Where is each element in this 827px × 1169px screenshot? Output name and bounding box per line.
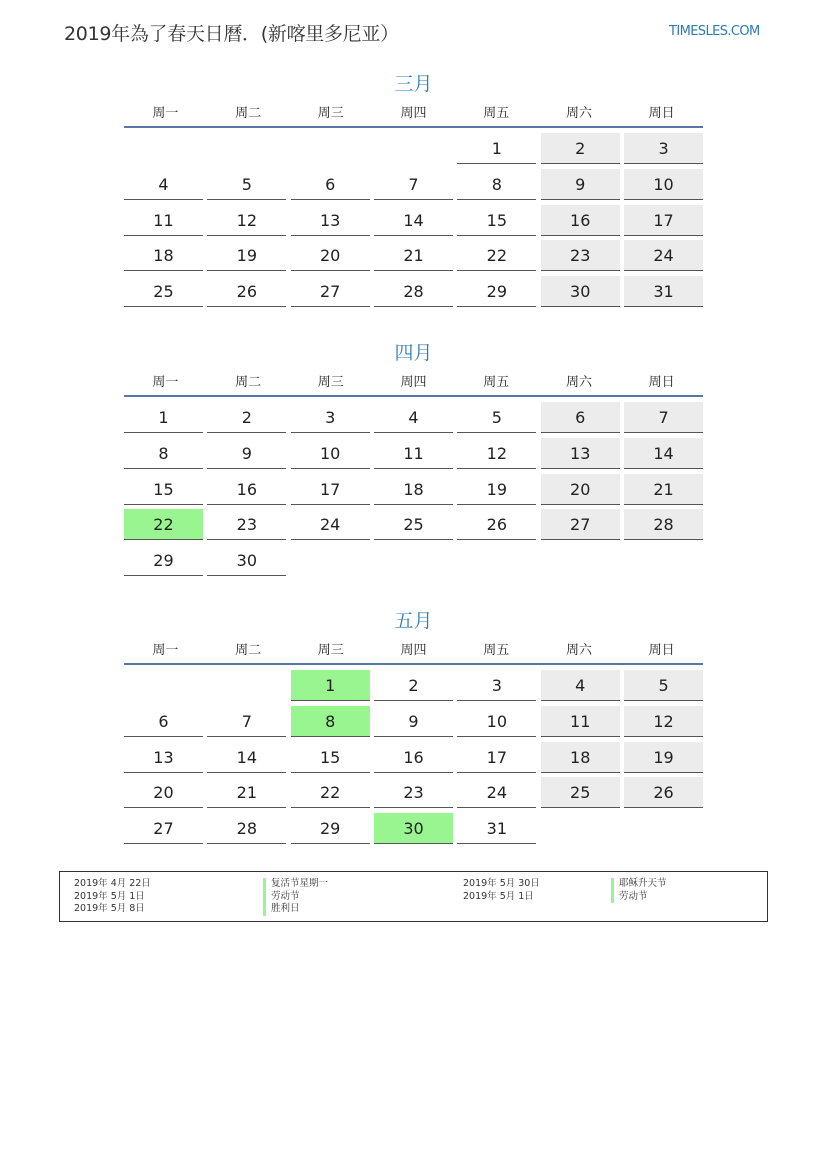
weekday-label: 周五 [483, 375, 510, 390]
day-cell[interactable]: 12 [457, 438, 536, 469]
week-row [124, 240, 703, 276]
day-cell[interactable]: 31 [457, 813, 536, 844]
weekday-label: 周四 [400, 106, 427, 121]
day-cell[interactable]: 13 [541, 438, 620, 469]
day-cell[interactable]: 29 [457, 276, 536, 307]
day-cell[interactable]: 27 [291, 276, 370, 307]
day-cell[interactable]: 1 [124, 402, 203, 433]
weekday-label: 周二 [235, 375, 262, 390]
empty-day-cell [124, 133, 203, 163]
holiday-day-cell[interactable]: 30 [374, 813, 453, 844]
weekday-label: 周五 [483, 106, 510, 121]
week-row [124, 545, 703, 581]
day-cell[interactable]: 22 [291, 777, 370, 808]
day-cell[interactable]: 24 [291, 509, 370, 540]
month-title: 三月 [394, 73, 433, 95]
day-cell[interactable]: 13 [124, 742, 203, 773]
weekday-label: 周三 [317, 643, 344, 658]
weekday-label: 周六 [565, 106, 592, 121]
legend-date: 2019年 5月 8日 [74, 903, 145, 915]
legend-names-col-2 [611, 878, 667, 903]
day-cell[interactable]: 23 [374, 777, 453, 808]
day-cell[interactable]: 1 [457, 133, 536, 164]
weekday-label: 周六 [565, 643, 592, 658]
empty-day-cell [374, 133, 453, 163]
weekday-label: 周二 [235, 643, 262, 658]
day-cell[interactable]: 9 [207, 438, 286, 469]
day-cell[interactable]: 5 [207, 169, 286, 200]
month-title: 五月 [394, 610, 433, 632]
day-cell[interactable]: 3 [291, 402, 370, 433]
day-cell[interactable]: 26 [207, 276, 286, 307]
day-cell[interactable]: 12 [624, 706, 703, 737]
week-row [124, 777, 703, 813]
day-cell[interactable]: 14 [374, 205, 453, 236]
day-cell[interactable]: 24 [457, 777, 536, 808]
day-cell[interactable]: 21 [624, 474, 703, 505]
weekday-label: 周三 [317, 375, 344, 390]
day-cell[interactable]: 14 [207, 742, 286, 773]
day-cell[interactable]: 18 [124, 240, 203, 271]
day-cell[interactable]: 11 [124, 205, 203, 236]
day-cell[interactable]: 3 [624, 133, 703, 164]
day-cell[interactable]: 30 [541, 276, 620, 307]
weekday-label: 周日 [648, 375, 675, 390]
day-cell[interactable]: 20 [541, 474, 620, 505]
legend-holiday-name: 劳动节 [263, 891, 328, 904]
week-row [124, 742, 703, 778]
day-cell[interactable]: 29 [291, 813, 370, 844]
empty-day-cell [291, 133, 370, 163]
holiday-day-cell[interactable]: 22 [124, 509, 203, 540]
day-cell[interactable]: 7 [207, 706, 286, 737]
empty-day-cell [207, 133, 286, 163]
day-cell[interactable]: 21 [207, 777, 286, 808]
month-block [124, 607, 703, 849]
weekday-header [124, 102, 703, 128]
day-cell[interactable]: 22 [457, 240, 536, 271]
day-cell[interactable]: 24 [624, 240, 703, 271]
day-cell[interactable]: 17 [291, 474, 370, 505]
day-cell[interactable]: 10 [624, 169, 703, 200]
week-row [124, 474, 703, 510]
day-cell[interactable]: 11 [374, 438, 453, 469]
day-cell[interactable]: 9 [374, 706, 453, 737]
weekday-label: 周六 [565, 375, 592, 390]
day-cell[interactable]: 11 [541, 706, 620, 737]
week-row [124, 205, 703, 241]
weeks-grid [124, 133, 703, 312]
legend-holiday-name: 劳动节 [611, 891, 667, 904]
week-row [124, 813, 703, 849]
day-cell[interactable]: 20 [124, 777, 203, 808]
legend-holiday-name: 耶稣升天节 [611, 878, 667, 891]
day-cell[interactable]: 6 [541, 402, 620, 433]
day-cell[interactable]: 21 [374, 240, 453, 271]
empty-day-cell [624, 813, 703, 843]
legend-dates-col-1 [74, 878, 151, 916]
day-cell[interactable]: 16 [374, 742, 453, 773]
day-cell[interactable]: 19 [457, 474, 536, 505]
day-cell[interactable]: 4 [374, 402, 453, 433]
day-cell[interactable]: 28 [624, 509, 703, 540]
site-logo[interactable]: TIMESLES.COM [669, 24, 760, 39]
page-title: 2019年為了春天日曆．(新喀里多尼亚） [64, 23, 399, 45]
day-cell[interactable]: 29 [124, 545, 203, 576]
day-cell[interactable]: 2 [374, 670, 453, 701]
day-cell[interactable]: 30 [207, 545, 286, 576]
day-cell[interactable]: 7 [374, 169, 453, 200]
day-cell[interactable]: 28 [374, 276, 453, 307]
legend-holiday-name: 胜利日 [263, 903, 328, 916]
weekday-header [124, 639, 703, 665]
empty-day-cell [207, 670, 286, 700]
holiday-legend [59, 871, 768, 922]
day-cell[interactable]: 25 [124, 276, 203, 307]
day-cell[interactable]: 26 [624, 777, 703, 808]
day-cell[interactable]: 10 [457, 706, 536, 737]
weekday-label: 周一 [152, 375, 179, 390]
weekday-label: 周日 [648, 106, 675, 121]
weekday-label: 周四 [400, 375, 427, 390]
day-cell[interactable]: 28 [207, 813, 286, 844]
day-cell[interactable]: 18 [541, 742, 620, 773]
empty-day-cell [457, 545, 536, 575]
weekday-label: 周三 [317, 106, 344, 121]
month-block [124, 70, 703, 312]
legend-holiday-name: 复活节星期一 [263, 878, 328, 891]
week-row [124, 706, 703, 742]
legend-dates-col-2 [463, 878, 540, 903]
week-row [124, 276, 703, 312]
day-cell[interactable]: 31 [624, 276, 703, 307]
day-cell[interactable]: 25 [374, 509, 453, 540]
empty-day-cell [541, 545, 620, 575]
week-row [124, 169, 703, 205]
weeks-grid [124, 402, 703, 581]
legend-date: 2019年 5月 1日 [463, 890, 534, 902]
day-cell[interactable]: 16 [207, 474, 286, 505]
day-cell[interactable]: 10 [291, 438, 370, 469]
empty-day-cell [291, 545, 370, 575]
day-cell[interactable]: 25 [541, 777, 620, 808]
day-cell[interactable]: 5 [457, 402, 536, 433]
week-row [124, 438, 703, 474]
month-title: 四月 [394, 342, 433, 364]
week-row [124, 402, 703, 438]
legend-names-col-1 [263, 878, 328, 916]
weekday-header [124, 371, 703, 397]
day-cell[interactable]: 17 [457, 742, 536, 773]
week-row [124, 509, 703, 545]
day-cell[interactable]: 13 [291, 205, 370, 236]
empty-day-cell [624, 545, 703, 575]
weekday-label: 周一 [152, 643, 179, 658]
day-cell[interactable]: 12 [207, 205, 286, 236]
weekday-label: 周四 [400, 643, 427, 658]
day-cell[interactable]: 2 [207, 402, 286, 433]
day-cell[interactable]: 15 [457, 205, 536, 236]
day-cell[interactable]: 14 [624, 438, 703, 469]
day-cell[interactable]: 9 [541, 169, 620, 200]
week-row [124, 133, 703, 169]
day-cell[interactable]: 17 [624, 205, 703, 236]
day-cell[interactable]: 27 [541, 509, 620, 540]
day-cell[interactable]: 3 [457, 670, 536, 701]
day-cell[interactable]: 19 [624, 742, 703, 773]
holiday-day-cell[interactable]: 1 [291, 670, 370, 701]
day-cell[interactable]: 15 [291, 742, 370, 773]
day-cell[interactable]: 23 [541, 240, 620, 271]
day-cell[interactable]: 19 [207, 240, 286, 271]
holiday-day-cell[interactable]: 8 [291, 706, 370, 737]
empty-day-cell [541, 813, 620, 843]
day-cell[interactable]: 8 [124, 438, 203, 469]
empty-day-cell [374, 545, 453, 575]
day-cell[interactable]: 20 [291, 240, 370, 271]
legend-date: 2019年 5月 30日 [463, 878, 540, 889]
day-cell[interactable]: 18 [374, 474, 453, 505]
day-cell[interactable]: 6 [291, 169, 370, 200]
day-cell[interactable]: 8 [457, 169, 536, 200]
week-row [124, 670, 703, 706]
day-cell[interactable]: 15 [124, 474, 203, 505]
weekday-label: 周一 [152, 106, 179, 121]
month-block [124, 339, 703, 581]
weekday-label: 周二 [235, 106, 262, 121]
weekday-label: 周日 [648, 643, 675, 658]
day-cell[interactable]: 7 [624, 402, 703, 433]
legend-date: 2019年 5月 1日 [74, 890, 145, 902]
day-cell[interactable]: 26 [457, 509, 536, 540]
day-cell[interactable]: 2 [541, 133, 620, 164]
day-cell[interactable]: 4 [124, 169, 203, 200]
day-cell[interactable]: 5 [624, 670, 703, 701]
day-cell[interactable]: 23 [207, 509, 286, 540]
empty-day-cell [124, 670, 203, 700]
day-cell[interactable]: 16 [541, 205, 620, 236]
day-cell[interactable]: 4 [541, 670, 620, 701]
legend-date: 2019年 4月 22日 [74, 878, 151, 889]
day-cell[interactable]: 27 [124, 813, 203, 844]
weeks-grid [124, 670, 703, 849]
day-cell[interactable]: 6 [124, 706, 203, 737]
weekday-label: 周五 [483, 643, 510, 658]
